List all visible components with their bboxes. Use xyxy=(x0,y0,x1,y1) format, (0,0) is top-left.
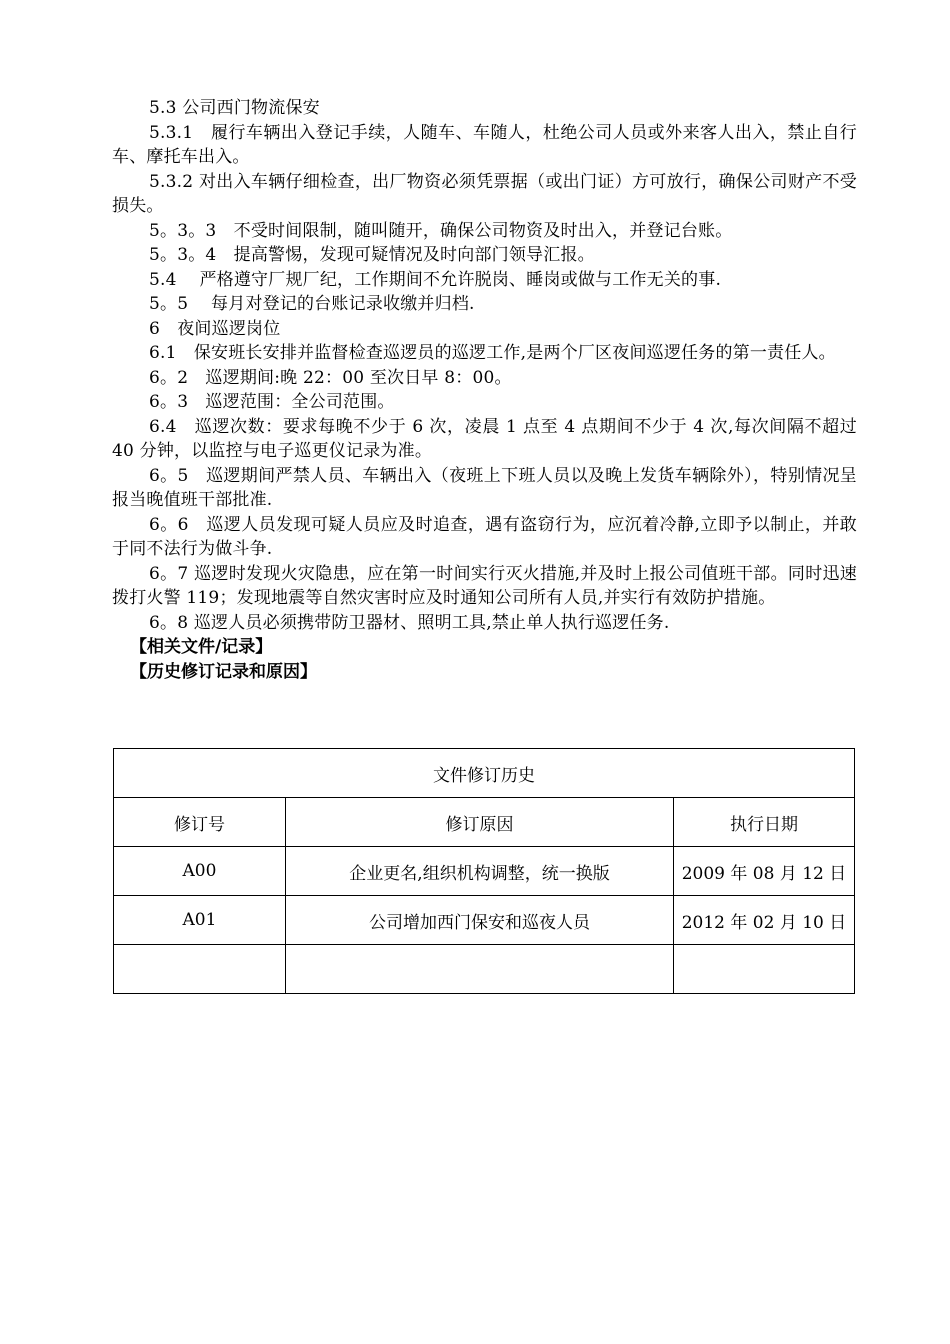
clause-5-3-3: 5。3。3 不受时间限制，随叫随开，确保公司物资及时出入，并登记台账。 xyxy=(149,220,733,241)
table-row xyxy=(114,896,855,945)
section-6-heading: 6 夜间巡逻岗位 xyxy=(149,318,281,339)
clause-6-1: 6.1 保安班长安排并监督检查巡逻员的巡逻工作,是两个厂区夜间巡逻任务的第一责任人。 xyxy=(149,343,836,363)
related-docs-heading: 【相关文件/记录】 xyxy=(130,637,273,657)
revision-no-cell: A01 xyxy=(114,896,286,945)
revision-no-cell xyxy=(114,945,286,994)
section-5-3-heading: 5.3 公司西门物流保安 xyxy=(149,98,320,118)
table-title: 文件修订历史 xyxy=(114,749,855,798)
clause-6-3: 6。3 巡逻范围：全公司范围。 xyxy=(149,392,395,412)
revision-no-cell: A00 xyxy=(114,847,286,896)
clause-5-3-1: 5.3.1 履行车辆出入登记手续，人随车、车随人，杜绝公司人员或外来客人出入，禁止自行车、摩托车出入。 xyxy=(112,122,857,167)
clause-6-8: 6。8 巡逻人员必须携带防卫器材、照明工具,禁止单人执行巡逻任务. xyxy=(149,612,670,633)
clause-6-5: 6。5 巡逻期间严禁人员、车辆出入（夜班上下班人员以及晚上发货车辆除外），特别情况呈报当晚值班干部批准. xyxy=(112,465,857,510)
revision-reason-cell: 公司增加西门保安和巡夜人员 xyxy=(286,896,674,945)
column-header-revision-no: 修订号 xyxy=(114,798,286,847)
column-header-effective-date: 执行日期 xyxy=(674,798,855,847)
clause-6-4: 6.4 巡逻次数：要求每晚不少于 6 次，凌晨 1 点至 4 点期间不少于 4 次,每次间隔不超过 40 分钟，以监控与电子巡更仪记录为准。 xyxy=(112,416,857,461)
clause-6-7: 6。7 巡逻时发现火灾隐患，应在第一时间实行灭火措施,并及时上报公司值班干部。同时迅速拨打火警 119；发现地震等自然灾害时应及时通知公司所有人员,并实行有效防护措施。 xyxy=(112,563,857,608)
clause-5-4: 5.4 严格遵守厂规厂纪，工作期间不允许脱岗、睡岗或做与工作无关的事. xyxy=(149,269,722,290)
document-body xyxy=(112,96,857,684)
revision-reason-cell: 企业更名,组织机构调整，统一换版 xyxy=(286,847,674,896)
clause-6-2: 6。2 巡逻期间:晚 22：00 至次日早 8：00。 xyxy=(149,367,512,388)
effective-date-cell: 2009 年 08 月 12 日 xyxy=(674,847,855,896)
effective-date-cell: 2012 年 02 月 10 日 xyxy=(674,896,855,945)
table-row xyxy=(114,945,855,994)
revision-history-table xyxy=(113,748,855,994)
effective-date-cell xyxy=(674,945,855,994)
clause-5-3-4: 5。3。4 提高警惕，发现可疑情况及时向部门领导汇报。 xyxy=(149,245,595,265)
clause-6-6: 6。6 巡逻人员发现可疑人员应及时追查，遇有盗窃行为，应沉着冷静,立即予以制止，并敢于同不法行为做斗争. xyxy=(112,514,857,559)
column-header-revision-reason: 修订原因 xyxy=(286,798,674,847)
table-row xyxy=(114,847,855,896)
table-title-row xyxy=(114,749,855,798)
revision-reason-cell xyxy=(286,945,674,994)
revision-history-heading: 【历史修订记录和原因】 xyxy=(130,661,317,682)
table-header-row xyxy=(114,798,855,847)
clause-5-5: 5。5 每月对登记的台账记录收缴并归档. xyxy=(149,294,475,314)
clause-5-3-2: 5.3.2 对出入车辆仔细检查，出厂物资必须凭票据（或出门证）方可放行，确保公司财产不受损失。 xyxy=(112,171,857,216)
